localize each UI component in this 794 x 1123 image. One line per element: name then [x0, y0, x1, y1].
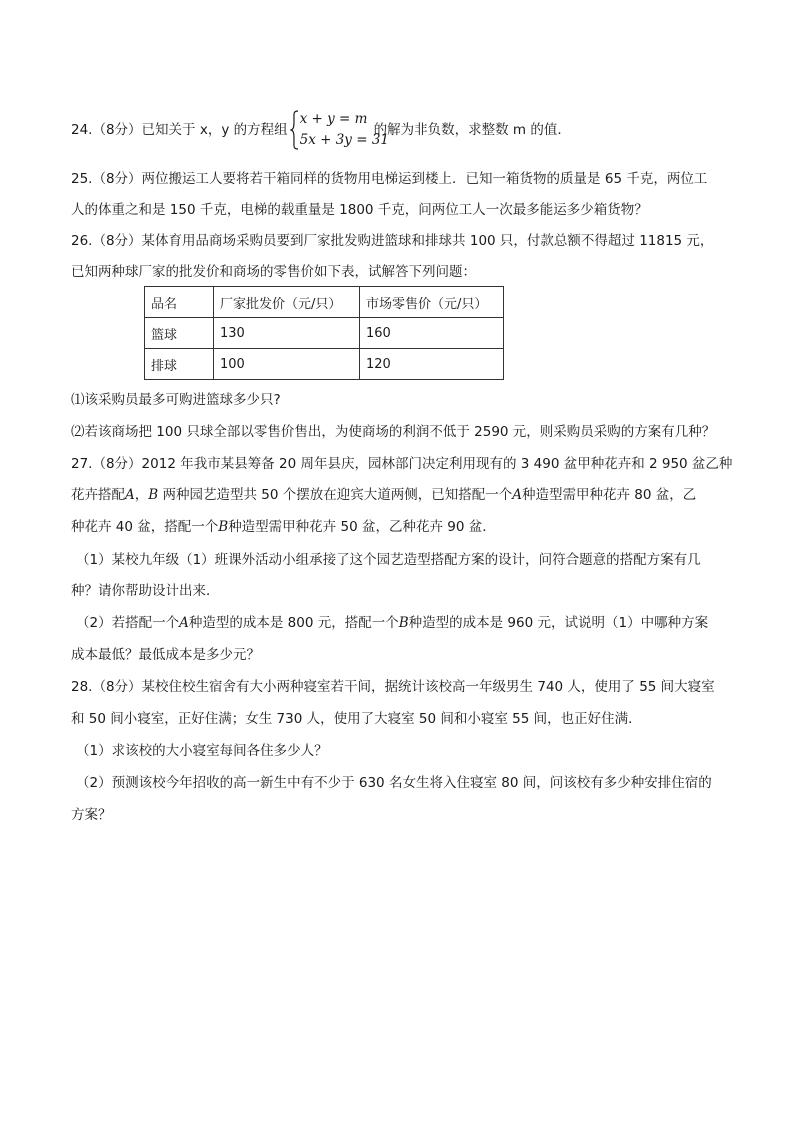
var-b: B [398, 615, 409, 631]
q25-line-1: 25.（8分）两位搬运工人要将若干箱同样的货物用电梯运到楼上．已知一箱货物的质量是 65 千克，两位工 [71, 171, 708, 187]
text-span: 种造型需甲种花卉 80 盆，乙 [521, 487, 697, 503]
table-row [145, 318, 504, 349]
text-span: 种造型需甲种花卉 50 盆，乙种花卉 90 盆． [228, 519, 496, 535]
table-cell: 排球 [145, 349, 214, 380]
q28-sub-2-line-1: （2）预测该校今年招收的高一新生中有不少于 630 名女生将入住寝室 80 间，问该校有多少种安排住宿的 [76, 775, 712, 791]
var-b: B [148, 487, 159, 503]
q28-sub-2-line-2: 方案？ [71, 807, 112, 823]
q27-sub-2-line-1 [76, 614, 736, 632]
q27-line-1: 27.（8分）2012 年我市某县筹备 20 周年县庆，园林部门决定利用现有的 3 490 盆甲种花卉和 2 950 盆乙种 [71, 456, 733, 472]
q28-line-2: 和 50 间小寝室，正好住满；女生 730 人，使用了大寝室 50 间和小寝室 55 间，也正好住满． [71, 711, 642, 727]
equation-2: 5x + 3y = 31 [299, 132, 390, 148]
text-span: 两种园艺造型共 50 个摆放在迎宾大道两侧，已知搭配一个 [158, 487, 513, 503]
table-cell: 篮球 [145, 318, 214, 349]
var-b: B [218, 519, 229, 535]
left-brace-icon [290, 110, 300, 150]
table-header-cell: 市场零售价（元/只） [360, 287, 504, 318]
q26-sub-2: ⑵若该商场把 100 只球全部以零售价售出，为使商场的利润不低于 2590 元，则采购员采购的方案有几种？ [71, 424, 716, 440]
question-24 [71, 110, 731, 150]
text-span: 种造型的成本是 960 元，试说明（1）中哪种方案 [408, 615, 709, 631]
text-span: ， [134, 487, 149, 503]
q27-sub-1-line-2: 种？请你帮助设计出来． [71, 583, 220, 599]
q26-line-1: 26.（8分）某体育用品商场采购员要到厂家批发购进篮球和排球共 100 只，付款总额不得超过 11815 元， [71, 233, 714, 249]
table-cell: 120 [360, 349, 504, 380]
q25-line-2: 人的体重之和是 150 千克，电梯的载重量是 1800 千克，问两位工人一次最多能运多少箱货物？ [71, 202, 648, 218]
table-header-row [145, 287, 504, 318]
table-row [145, 349, 504, 380]
q27-line-2 [71, 486, 731, 504]
q26-line-2: 已知两种球厂家的批发价和商场的零售价如下表，试解答下列问题： [71, 264, 476, 280]
table-cell: 100 [214, 349, 360, 380]
table-header-cell: 厂家批发价（元/只） [214, 287, 360, 318]
q27-sub-1-line-1: （1）某校九年级（1）班课外活动小组承接了这个园艺造型搭配方案的设计，问符合题意的搭配方案有几 [76, 552, 701, 568]
equation-system [290, 110, 390, 150]
text-span: 花卉搭配 [71, 487, 125, 503]
q26-sub-1: ⑴该采购员最多可购进篮球多少只? [71, 392, 281, 408]
q24-prefix: 24.（8分）已知关于 x，y 的方程组 [71, 122, 288, 138]
q24-suffix: 的解为非负数，求整数 m 的值. [373, 122, 562, 138]
q28-line-1: 28.（8分）某校住校生宿舍有大小两种寝室若干间，据统计该校高一年级男生 740 人，使用了 55 间大寝室 [71, 679, 715, 695]
var-a: A [125, 487, 135, 503]
price-table [144, 286, 504, 380]
q27-line-3 [71, 518, 731, 536]
equation-1: x + y = m [299, 111, 368, 127]
q28-sub-1: （1）求该校的大小寝室每间各住多少人？ [76, 743, 328, 759]
text-span: 种造型的成本是 800 元，搭配一个 [188, 615, 399, 631]
table-cell: 130 [214, 318, 360, 349]
var-a: A [179, 615, 189, 631]
table-header-cell: 品名 [145, 287, 214, 318]
var-a: A [512, 487, 522, 503]
text-span: 种花卉 40 盆，搭配一个 [71, 519, 219, 535]
text-span: （2）若搭配一个 [76, 615, 180, 631]
q27-sub-2-line-2: 成本最低？最低成本是多少元？ [71, 647, 260, 663]
table-cell: 160 [360, 318, 504, 349]
